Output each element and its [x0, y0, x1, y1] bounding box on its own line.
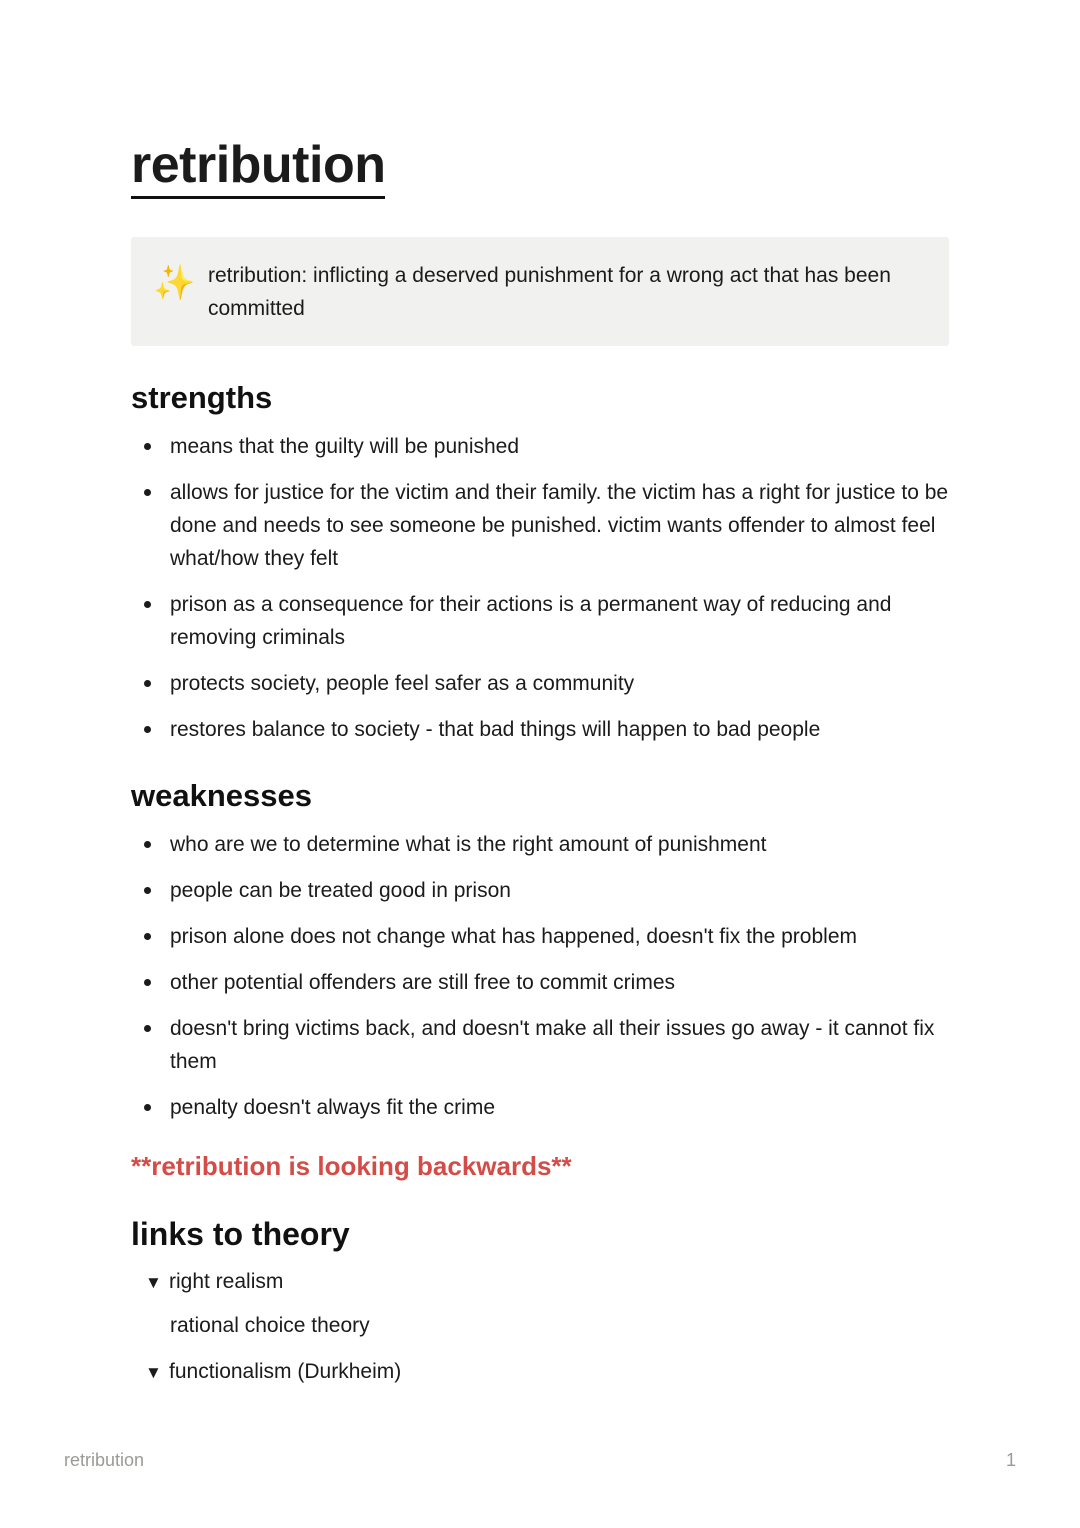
page-title: retribution — [131, 134, 385, 199]
triangle-down-icon[interactable]: ▼ — [145, 1363, 162, 1382]
page-number: 1 — [1005, 1450, 1016, 1470]
footer-title: retribution — [64, 1450, 145, 1470]
triangle-down-icon[interactable]: ▼ — [145, 1273, 162, 1292]
list-item: allows for justice for the victim and their family. the victim has a right for justice to be done and needs to see someone be punished. victim wants offender to almost feel what/how they felt — [131, 476, 949, 575]
weaknesses-list — [131, 828, 949, 1124]
sparkles-icon: ✨ — [153, 264, 196, 302]
toggle-label: functionalism (Durkheim) — [169, 1360, 402, 1383]
toggle-functionalism[interactable] — [145, 1355, 401, 1389]
list-item: people can be treated good in prison — [131, 874, 949, 907]
list-item: prison alone does not change what has happened, doesn't fix the problem — [131, 920, 949, 953]
toggle-right-realism[interactable] — [145, 1265, 283, 1299]
list-item: other potential offenders are still free to commit crimes — [131, 966, 949, 999]
strengths-heading: strengths — [131, 380, 273, 415]
list-item: penalty doesn't always fit the crime — [131, 1091, 949, 1124]
list-item: who are we to determine what is the right amount of punishment — [131, 828, 949, 861]
list-item: protects society, people feel safer as a community — [131, 667, 949, 700]
list-item: prison as a consequence for their actions is a permanent way of reducing and removing criminals — [131, 588, 949, 654]
toggle-label: right realism — [169, 1270, 284, 1293]
definition-callout — [131, 237, 949, 346]
strengths-list — [131, 430, 949, 746]
weaknesses-heading: weaknesses — [131, 778, 312, 813]
highlight-note: **retribution is looking backwards** — [131, 1151, 572, 1181]
links-heading: links to theory — [131, 1216, 350, 1252]
list-item: restores balance to society - that bad things will happen to bad people — [131, 713, 949, 746]
callout-text: retribution: inflicting a deserved punishment for a wrong act that has been committed — [208, 264, 891, 320]
toggle-child-text: rational choice theory — [170, 1314, 370, 1337]
list-item: doesn't bring victims back, and doesn't make all their issues go away - it cannot fix them — [131, 1012, 949, 1078]
list-item: means that the guilty will be punished — [131, 430, 949, 463]
